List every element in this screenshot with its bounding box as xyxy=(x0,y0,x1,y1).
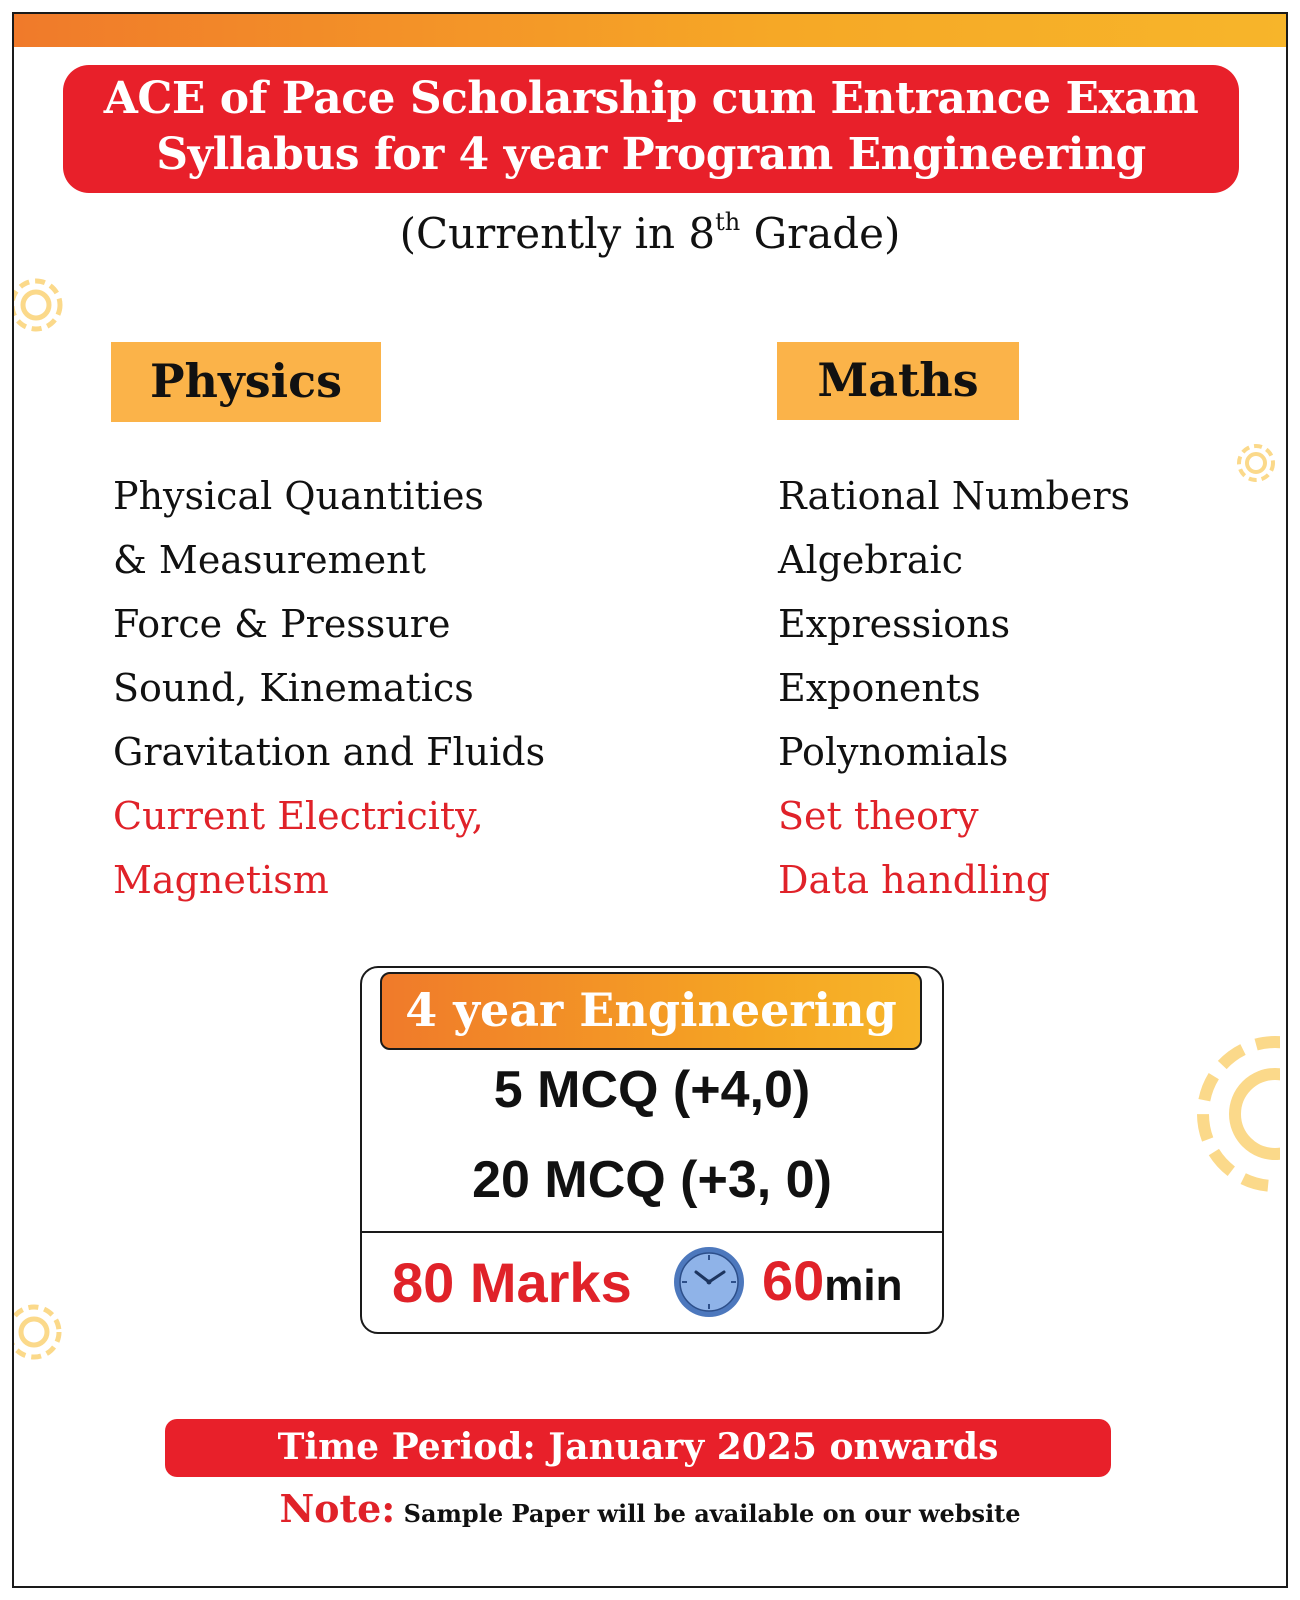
maths-topic: Rational Numbers xyxy=(778,474,1131,518)
clock-icon xyxy=(672,1245,746,1319)
physics-topic: Force & Pressure xyxy=(113,602,451,646)
gear-icon xyxy=(14,268,74,342)
maths-topic: Polynomials xyxy=(778,730,1009,774)
maths-topic: Algebraic xyxy=(778,538,963,582)
box-divider xyxy=(362,1231,942,1233)
grade-subtitle xyxy=(14,209,1286,258)
duration-unit: min xyxy=(824,1261,903,1310)
physics-topic: Gravitation and Fluids xyxy=(113,730,546,774)
grade-prefix: (Currently in 8 xyxy=(399,209,716,258)
total-marks: 80 Marks xyxy=(392,1251,632,1314)
gear-icon xyxy=(1180,1019,1280,1209)
physics-topic-highlighted: Magnetism xyxy=(113,858,329,902)
mcq-line-2: 20 MCQ (+3, 0) xyxy=(472,1151,832,1209)
maths-topic: Exponents xyxy=(778,666,981,710)
physics-topic: Sound, Kinematics xyxy=(113,666,474,710)
grade-suffix: Grade) xyxy=(740,209,901,258)
maths-topic-list xyxy=(778,464,1130,912)
poster xyxy=(12,12,1288,1588)
title-banner xyxy=(63,65,1239,193)
note-line xyxy=(14,1486,1286,1531)
top-gradient-bar xyxy=(14,14,1286,47)
exam-info-box xyxy=(360,966,944,1334)
maths-topic-highlighted: Data handling xyxy=(778,858,1051,902)
duration-value: 60 xyxy=(762,1249,825,1312)
physics-topic-list xyxy=(113,464,545,912)
note-label: Note: xyxy=(279,1486,396,1531)
physics-heading: Physics xyxy=(111,342,381,422)
physics-topic: Physical Quantities xyxy=(113,474,484,518)
mcq-line-1: 5 MCQ (+4,0) xyxy=(493,1061,811,1119)
time-period-banner: Time Period: January 2025 onwards xyxy=(165,1419,1111,1477)
maths-topic-highlighted: Set theory xyxy=(778,794,979,838)
note-text: Sample Paper will be available on our website xyxy=(395,1499,1021,1528)
duration xyxy=(762,1248,903,1313)
physics-topic: & Measurement xyxy=(113,538,426,582)
maths-heading: Maths xyxy=(777,342,1019,420)
physics-topic-highlighted: Current Electricity, xyxy=(113,794,484,838)
grade-superscript: th xyxy=(715,208,741,236)
title-line-2: Syllabus for 4 year Program Engineering xyxy=(156,129,1146,180)
gear-icon xyxy=(1226,437,1276,489)
program-banner: 4 year Engineering xyxy=(380,972,922,1050)
gear-icon xyxy=(14,1294,74,1370)
maths-topic: Expressions xyxy=(778,602,1011,646)
title-line-1: ACE of Pace Scholarship cum Entrance Exam xyxy=(103,73,1199,124)
